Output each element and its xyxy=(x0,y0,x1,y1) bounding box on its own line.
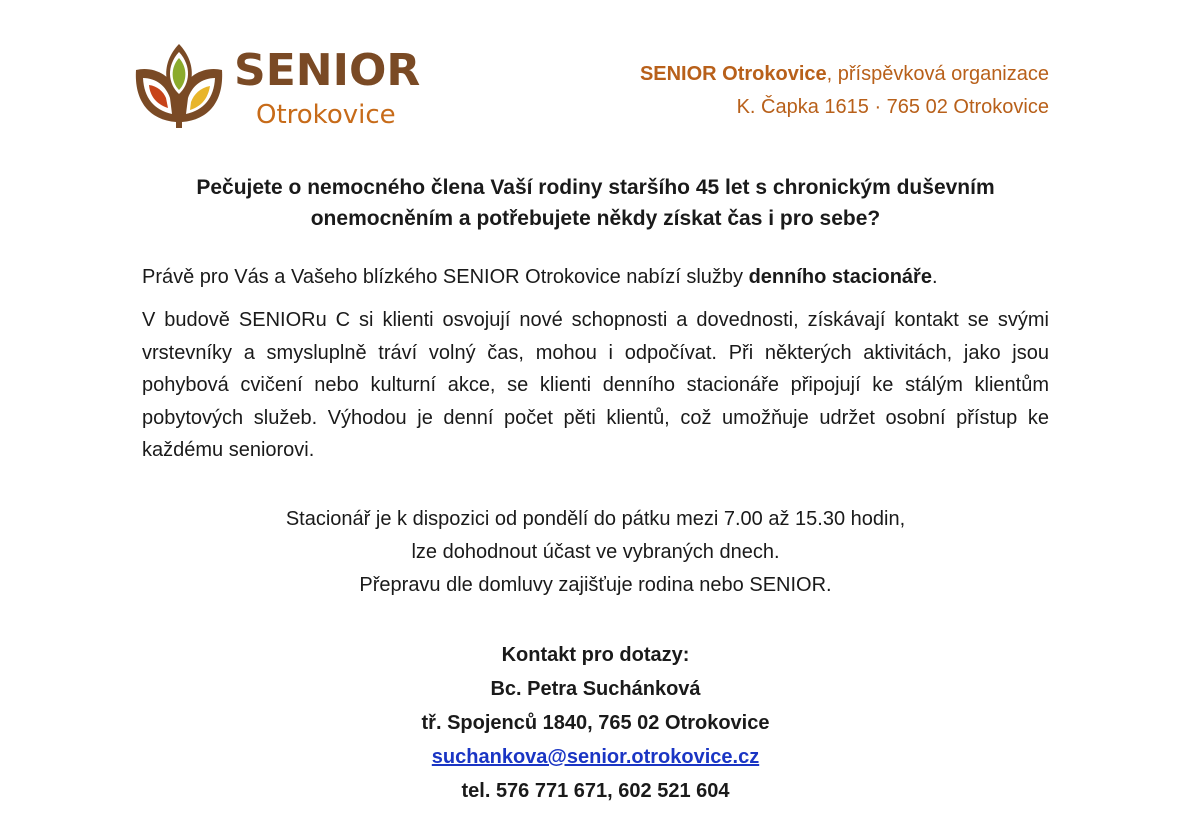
contact-block xyxy=(142,638,1049,808)
contact-address: tř. Spojenců 1840, 765 02 Otrokovice xyxy=(421,712,770,734)
organization-line xyxy=(640,58,1049,91)
logo-title: SENIOR xyxy=(234,45,421,96)
organization-address: K. Čapka 1615 · 765 02 Otrokovice xyxy=(736,96,1049,118)
intro-text: Právě pro Vás a Vašeho blízkého SENIOR Otrokovice nabízí služby xyxy=(142,266,749,288)
intro-paragraph xyxy=(142,261,1049,293)
intro-end: . xyxy=(931,266,938,288)
schedule-line: lze dohodnout účast ve vybraných dnech. xyxy=(411,541,780,563)
contact-email-link[interactable]: suchankova@senior.otrokovice.cz xyxy=(431,746,760,768)
contact-name: Bc. Petra Suchánková xyxy=(490,678,701,700)
organization-name: SENIOR Otrokovice xyxy=(639,63,827,85)
description-paragraph: V budově SENIORu C si klienti osvojují nové schopnosti a dovednosti, získávají kontakt se svými vrstevníky a smysluplně tráví volný čas, mohou i odpočívat. Při některých aktivitách, jako jsou pohybová cvičení nebo kulturní akce, se klienti denního stacionáře připojují ke stálým klientům pobytových služeb. Výhodou je denní počet pěti klientů, což umožňuje udržet osobní přístup ke každému seniorovi. xyxy=(142,309,1049,461)
logo xyxy=(130,40,440,135)
intro-emphasis: denního stacionáře xyxy=(748,266,932,288)
schedule-line: Stacionář je k dispozici od pondělí do pátku mezi 7.00 až 15.30 hodin, xyxy=(285,508,906,530)
organization-type: , příspěvková organizace xyxy=(826,63,1049,85)
contact-phone: tel. 576 771 671, 602 521 604 xyxy=(461,780,730,802)
logo-subtitle: Otrokovice xyxy=(256,100,396,130)
headline: Pečujete o nemocného člena Vaší rodiny staršího 45 let s chronickým duševním onemocněním a potřebujete někdy získat čas i pro sebe? xyxy=(196,176,995,230)
schedule-block xyxy=(142,503,1049,602)
contact-heading: Kontakt pro dotazy: xyxy=(501,644,690,666)
organization-info xyxy=(640,58,1049,124)
schedule-line: Přepravu dle domluvy zajišťuje rodina nebo SENIOR. xyxy=(359,574,832,596)
leaves-tree-icon xyxy=(130,40,230,130)
